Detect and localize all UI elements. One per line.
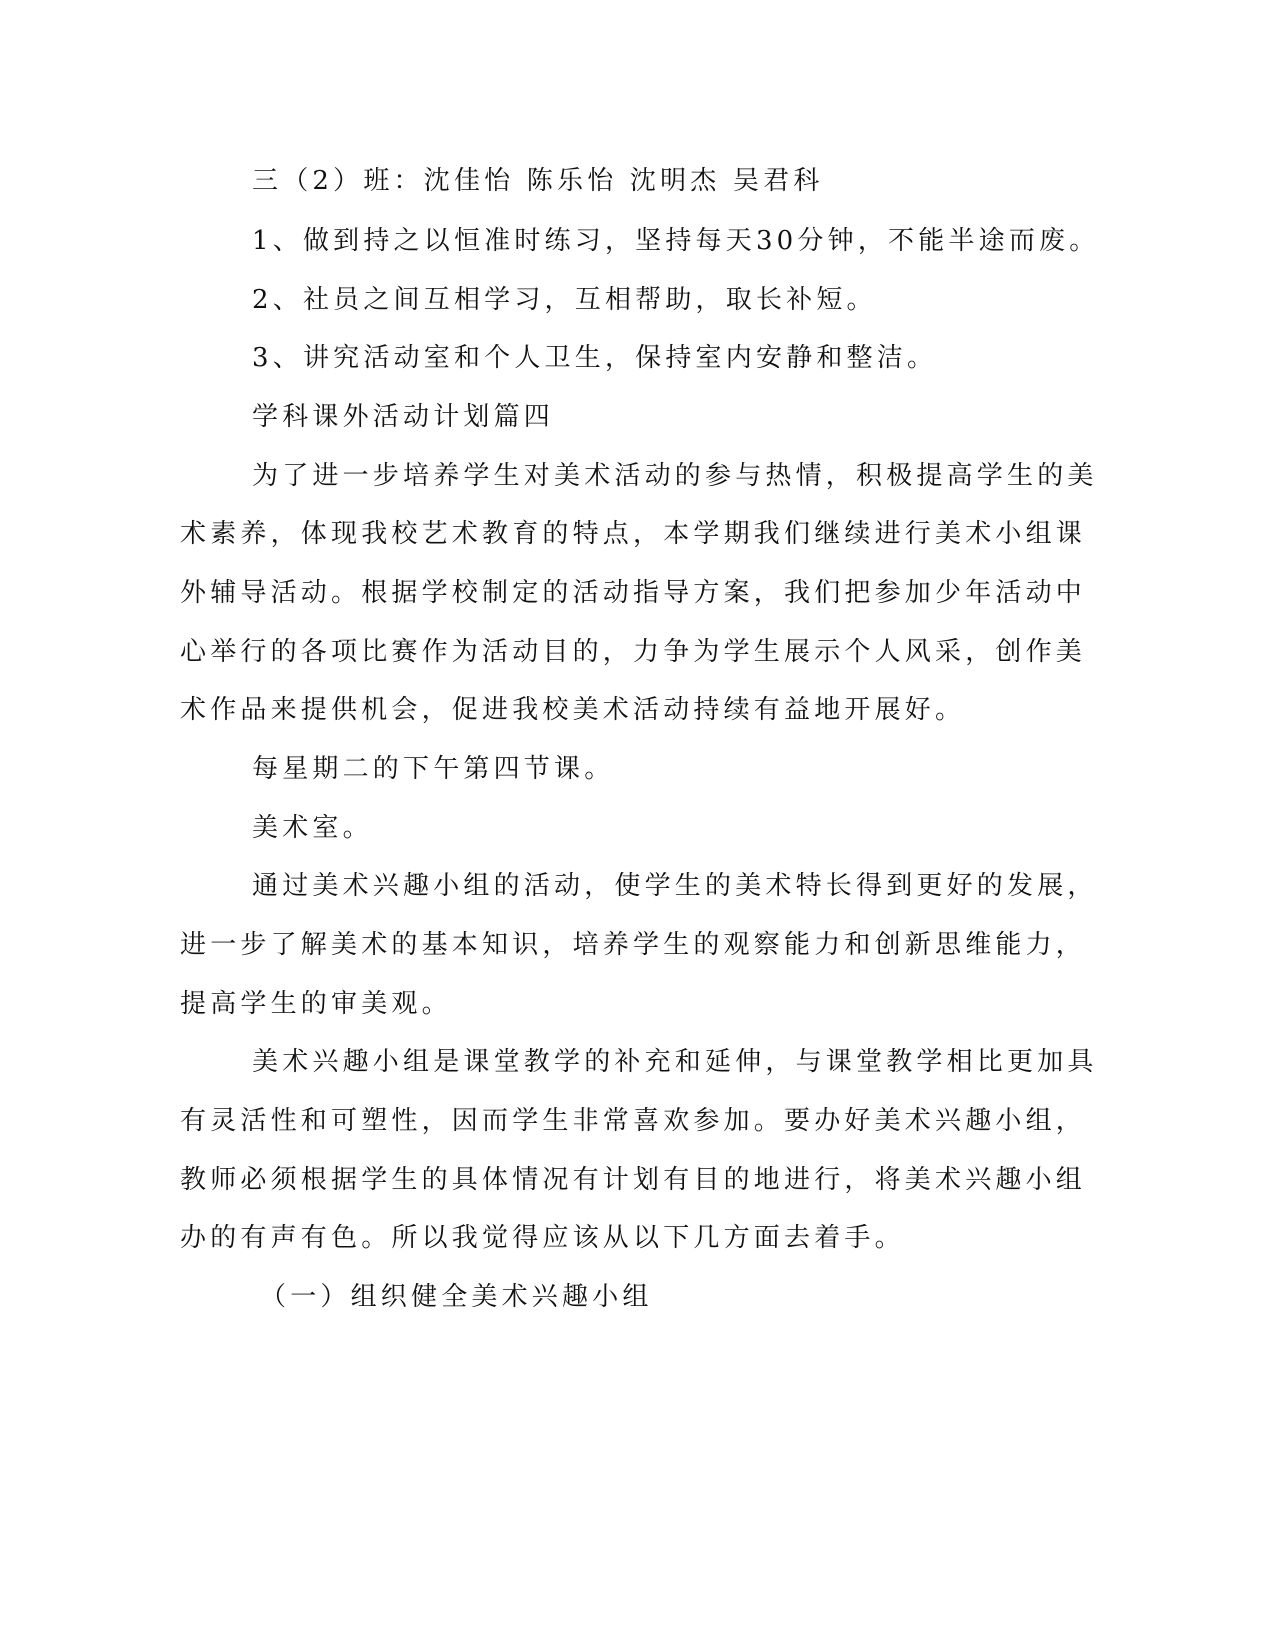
paragraph-line: 术作品来提供机会，促进我校美术活动持续有益地开展好。 — [180, 695, 966, 725]
location-line: 美术室。 — [252, 813, 373, 843]
paragraph-line: 美术兴趣小组是课堂教学的补充和延伸，与课堂教学相比更加具 — [252, 1047, 1098, 1077]
rule-2: 2、社员之间互相学习，互相帮助，取长补短。 — [252, 285, 877, 315]
paragraph-line: 有灵活性和可塑性，因而学生非常喜欢参加。要办好美术兴趣小组， — [180, 1106, 1087, 1136]
section-heading: 学科课外活动计划篇四 — [252, 402, 555, 432]
rule-1: 1、做到持之以恒准时练习，坚持每天30分钟，不能半途而废。 — [252, 226, 1100, 256]
paragraph-line: 为了进一步培养学生对美术活动的参与热情，积极提高学生的美 — [252, 461, 1098, 491]
paragraph-line: 提高学生的审美观。 — [180, 989, 452, 1019]
class-members-line: 三（2）班：沈佳怡 陈乐怡 沈明杰 吴君科 — [252, 166, 824, 196]
paragraph-line: 术素养，体现我校艺术教育的特点，本学期我们继续进行美术小组课 — [180, 519, 1087, 549]
paragraph-line: 外辅导活动。根据学校制定的活动指导方案，我们把参加少年活动中 — [180, 578, 1087, 608]
paragraph-line: 心举行的各项比赛作为活动目的，力争为学生展示个人风采，创作美 — [180, 637, 1087, 667]
paragraph-line: 通过美术兴趣小组的活动，使学生的美术特长得到更好的发展， — [252, 871, 1098, 901]
paragraph-line: 教师必须根据学生的具体情况有计划有目的地进行，将美术兴趣小组 — [180, 1165, 1087, 1195]
subsection-heading: （一）组织健全美术兴趣小组 — [260, 1282, 653, 1312]
rule-3: 3、讲究活动室和个人卫生，保持室内安静和整洁。 — [252, 343, 938, 373]
schedule-line: 每星期二的下午第四节课。 — [252, 754, 615, 784]
paragraph-line: 办的有声有色。所以我觉得应该从以下几方面去着手。 — [180, 1223, 905, 1253]
paragraph-line: 进一步了解美术的基本知识，培养学生的观察能力和创新思维能力， — [180, 930, 1087, 960]
